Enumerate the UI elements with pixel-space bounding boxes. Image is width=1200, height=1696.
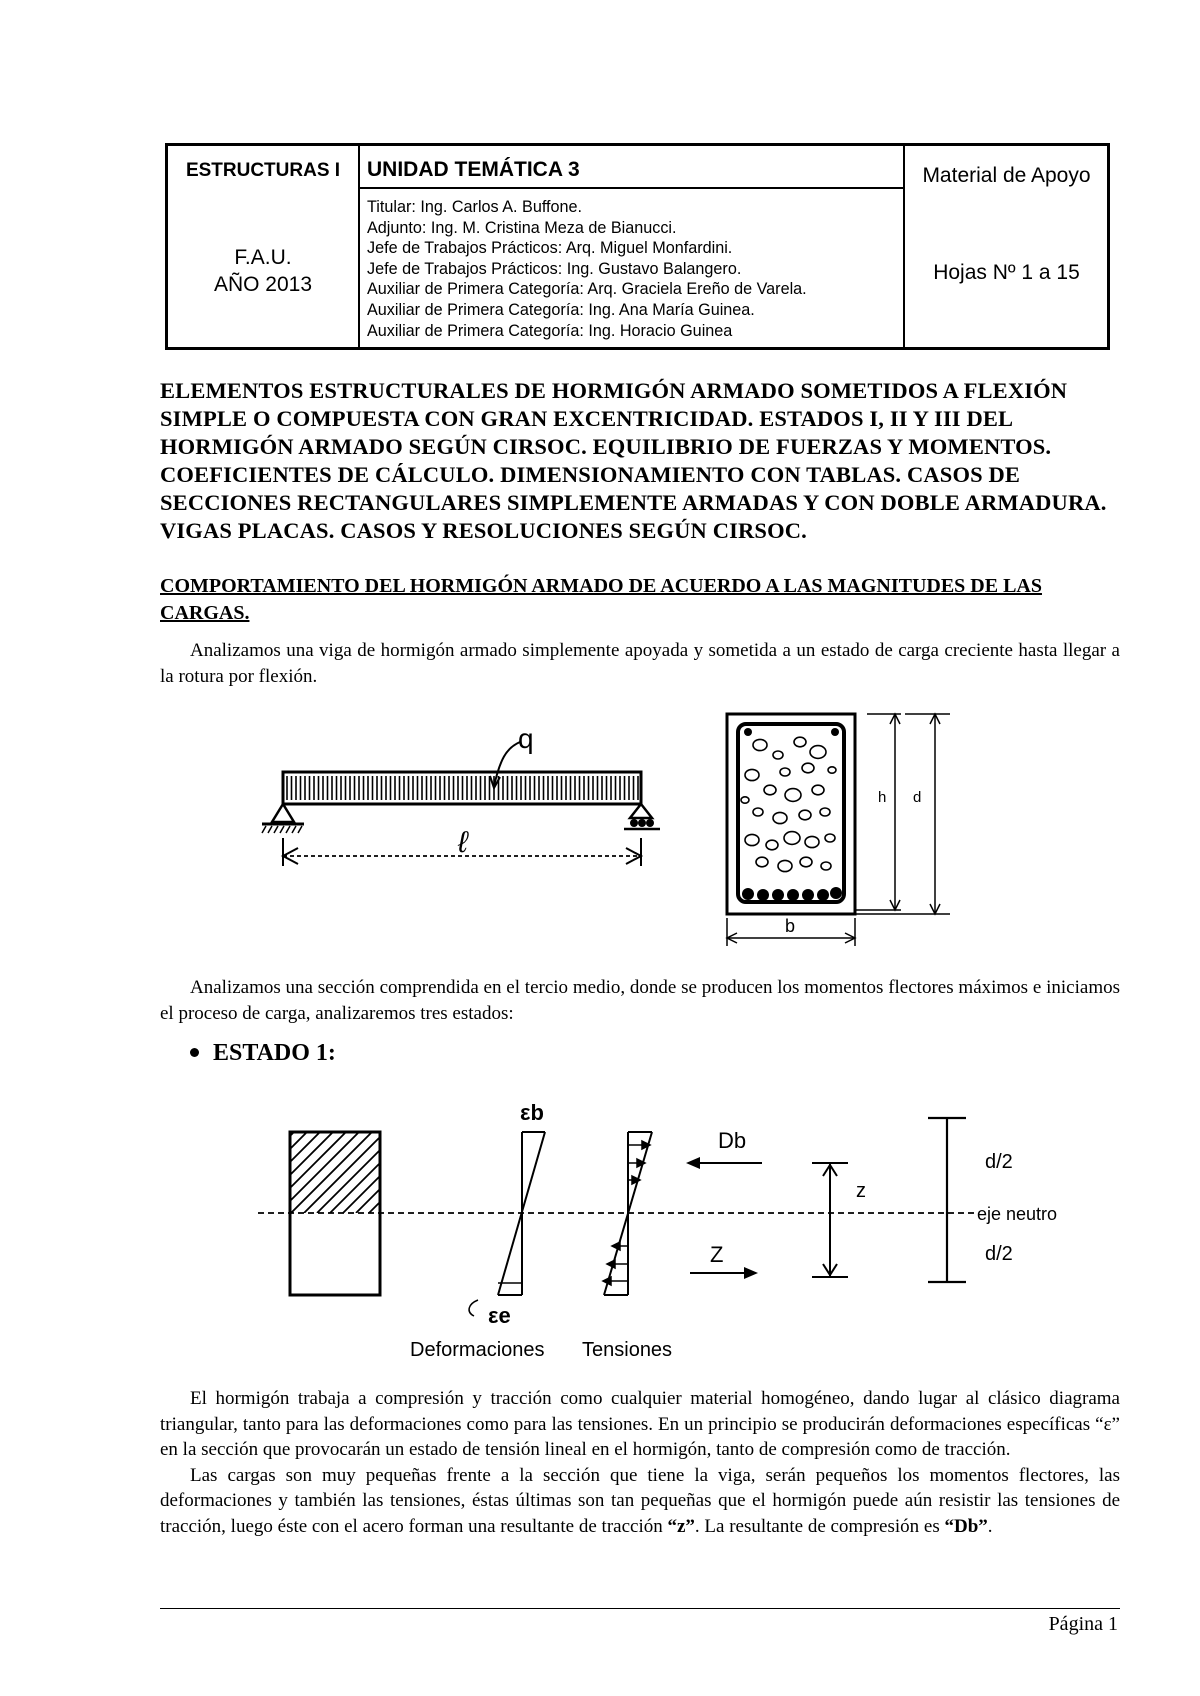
sheets-label: Hojas Nº 1 a 15 [933, 261, 1080, 284]
staff-line: Titular: Ing. Carlos A. Buffone. [367, 198, 583, 216]
course-name: ESTRUCTURAS I [185, 160, 341, 181]
eb-label: εb [520, 1100, 544, 1125]
paragraph-loads: Las cargas son muy pequeñas frente a la sección que tiene la viga, serán pequeños los momentos flectores, las deformaciones y también las tensiones, éstas últimas son tan pequeñas que el hormigón puede aún resistir las tensiones de tracción, luego éste con el acero forman una resultante de tracción “z”. La resultante de compresión es “Db”. [160, 1464, 1120, 1537]
staff-line: Adjunto: Ing. M. Cristina Meza de Bianucci. [367, 218, 677, 237]
staff-line: Auxiliar de Primera Categoría: Arq. Graciela Ereño de Varela. [367, 280, 807, 299]
year: AÑO 2013 [213, 273, 313, 296]
staff-line: Jefe de Trabajos Prácticos: Arq. Miguel Monfardini. [367, 239, 733, 258]
z-force-label: Z [710, 1242, 724, 1267]
ee-label: εe [488, 1303, 511, 1328]
faculty: F.A.U. [234, 246, 292, 269]
span-label: ℓ [458, 826, 468, 859]
paragraph-section: Analizamos una sección comprendida en el tercio medio, donde se producen los momentos flectores máximos e iniciamos el proceso de carga, analizaremos tres estados: [160, 977, 1120, 1024]
load-label: q [518, 723, 534, 754]
bullet-estado-1: ESTADO 1: [190, 1040, 336, 1067]
staff-line: Auxiliar de Primera Categoría: Ing. Horacio Guinea [367, 321, 733, 340]
z-arm-label: z [856, 1180, 866, 1202]
db-label: Db [718, 1128, 747, 1153]
stresses-caption: Tensiones [582, 1339, 673, 1361]
depth-label: d [913, 789, 922, 806]
unit-title: UNIDAD TEMÁTICA 3 [367, 158, 580, 181]
section-heading: COMPORTAMIENTO DEL HORMIGÓN ARMADO DE ACUERDO A LAS MAGNITUDES DE LAS CARGAS. [160, 575, 1042, 624]
paragraph-intro: Analizamos una viga de hormigón armado simplemente apoyada y sometida a un estado de carga creciente hasta llegar a la rotura por flexión. [160, 640, 1120, 687]
page-number: Página 1 [1048, 1613, 1118, 1635]
half-top-label: d/2 [985, 1151, 1013, 1173]
material-label: Material de Apoyo [922, 164, 1091, 187]
height-dimension [928, 1118, 966, 1282]
forces [686, 1128, 866, 1279]
deformations-caption: Deformaciones [410, 1339, 545, 1361]
half-bottom-label: d/2 [985, 1243, 1013, 1265]
paragraph-behavior: El hormigón trabaja a compresión y tracción como cualquier material homogéneo, dando lugar al clásico diagrama triangular, tanto para las deformaciones como para las tensiones. En un principio se producirán deformaciones específicas “ε” en la sección que provocarán un estado de tensión lineal en el hormigón, tanto de compresión como de tracción. Las cargas son muy pequeñas frente a la sección que tiene la viga, serán pequeños los momentos flectores, las deformaciones y también las tensiones, éstas últimas son tan pequeñas que el hormigón puede aún resistir las tensiones de tracción, luego éste con el acero forman una resultante de tracción “z”. La resultante de compresión es “Db”. [160, 1386, 1120, 1539]
neutral-axis-label: eje neutro [977, 1204, 1058, 1224]
deformation-diagram [469, 1100, 545, 1328]
staff-line: Jefe de Trabajos Prácticos: Ing. Gustavo Balangero. [367, 259, 742, 278]
footer-rule [160, 1608, 1120, 1609]
staff-line: Auxiliar de Primera Categoría: Ing. Ana María Guinea. [367, 300, 755, 319]
document-title: ELEMENTOS ESTRUCTURALES DE HORMIGÓN ARMADO SOMETIDOS A FLEXIÓN SIMPLE O COMPUESTA CON GRAN EXCENTRICIDAD. ESTADOS I, II Y III DEL HORMIGÓN ARMADO SEGÚN CIRSOC. EQUILIBRIO DE FUERZAS Y MOMENTOS. COEFICIENTES DE CÁLCULO. DIMENSIONAMIENTO CON TABLAS. CASOS DE SECCIONES RECTANGULARES SIMPLEMENTE ARMADAS Y CON DOBLE ARMADURA. VIGAS PLACAS. CASOS Y RESOLUCIONES SEGÚN CIRSOC. [160, 378, 1107, 543]
width-label: b [785, 916, 796, 936]
height-label: h [878, 789, 887, 806]
